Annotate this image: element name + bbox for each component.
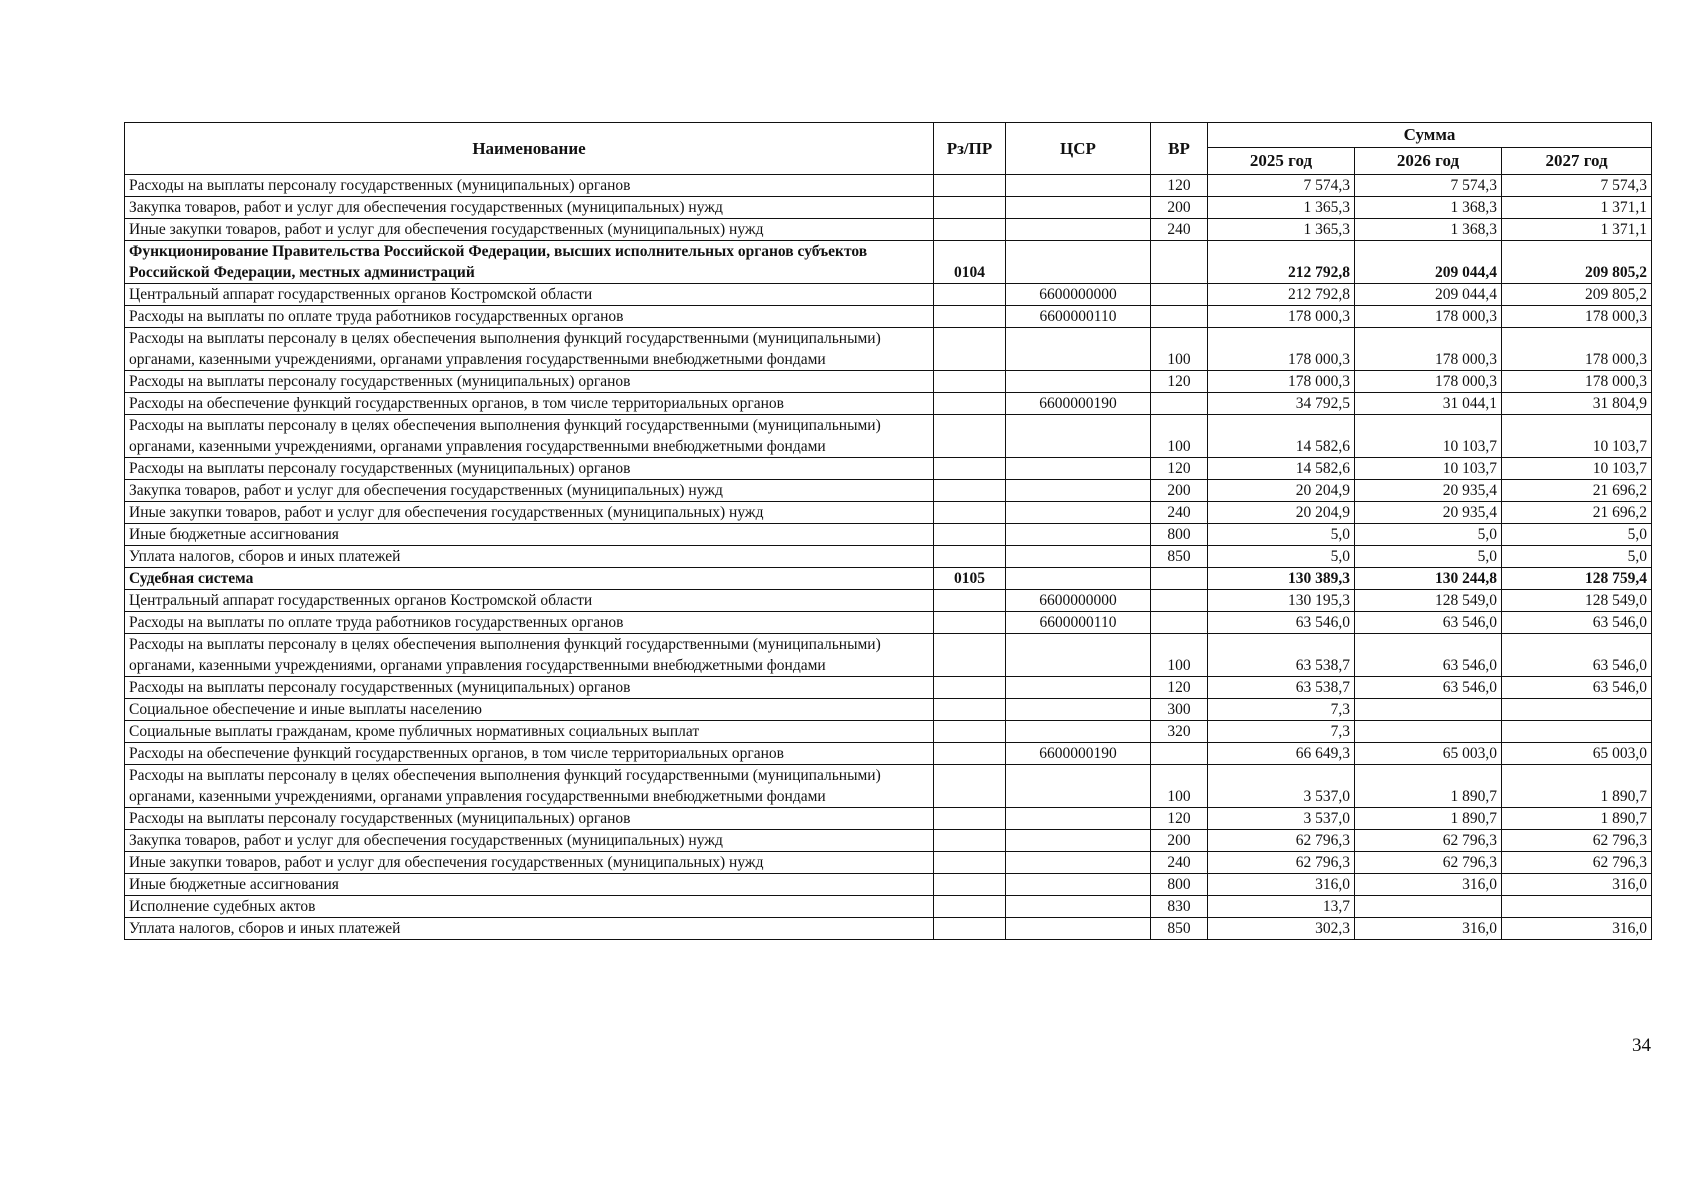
cell-name: Функционирование Правительства Российской Федерации, высших исполнительных органов субъектов Российской Федерации, местных администраций [125, 241, 934, 284]
cell-vr [1151, 612, 1208, 634]
cell-amount-2026: 7 574,3 [1355, 175, 1502, 197]
cell-name: Исполнение судебных актов [125, 896, 934, 918]
cell-csr [1006, 328, 1151, 371]
cell-vr: 120 [1151, 808, 1208, 830]
cell-amount-2025: 5,0 [1208, 546, 1355, 568]
cell-amount-2027: 178 000,3 [1502, 306, 1652, 328]
cell-csr [1006, 677, 1151, 699]
cell-rzpr [934, 765, 1006, 808]
header-sum: Сумма [1208, 123, 1652, 148]
table-row [125, 328, 1652, 371]
table-row [125, 415, 1652, 458]
cell-vr: 800 [1151, 874, 1208, 896]
cell-amount-2025: 14 582,6 [1208, 458, 1355, 480]
cell-rzpr: 0105 [934, 568, 1006, 590]
cell-amount-2025: 5,0 [1208, 524, 1355, 546]
cell-amount-2026: 178 000,3 [1355, 306, 1502, 328]
cell-rzpr [934, 219, 1006, 241]
cell-rzpr [934, 328, 1006, 371]
header-rzpr: Рз/ПР [934, 123, 1006, 175]
table-row [125, 634, 1652, 677]
cell-amount-2025: 66 649,3 [1208, 743, 1355, 765]
cell-csr [1006, 808, 1151, 830]
cell-amount-2026 [1355, 699, 1502, 721]
cell-name: Иные бюджетные ассигнования [125, 524, 934, 546]
cell-name: Центральный аппарат государственных органов Костромской области [125, 590, 934, 612]
cell-amount-2027: 63 546,0 [1502, 634, 1652, 677]
cell-rzpr [934, 612, 1006, 634]
cell-csr [1006, 546, 1151, 568]
cell-csr: 6600000000 [1006, 590, 1151, 612]
cell-amount-2027: 178 000,3 [1502, 328, 1652, 371]
cell-amount-2027: 316,0 [1502, 874, 1652, 896]
cell-amount-2025: 14 582,6 [1208, 415, 1355, 458]
page-number: 34 [1632, 1035, 1651, 1056]
cell-amount-2026: 209 044,4 [1355, 284, 1502, 306]
table-row [125, 284, 1652, 306]
cell-csr [1006, 634, 1151, 677]
cell-amount-2025: 130 389,3 [1208, 568, 1355, 590]
cell-vr: 100 [1151, 765, 1208, 808]
cell-amount-2027: 209 805,2 [1502, 284, 1652, 306]
cell-amount-2027: 62 796,3 [1502, 852, 1652, 874]
cell-amount-2027: 31 804,9 [1502, 393, 1652, 415]
table-row [125, 918, 1652, 940]
cell-name: Расходы на выплаты персоналу государственных (муниципальных) органов [125, 677, 934, 699]
cell-rzpr [934, 197, 1006, 219]
table-row [125, 524, 1652, 546]
cell-amount-2026: 10 103,7 [1355, 415, 1502, 458]
table-row [125, 371, 1652, 393]
table-row [125, 852, 1652, 874]
cell-amount-2025: 1 365,3 [1208, 197, 1355, 219]
cell-rzpr [934, 852, 1006, 874]
header-csr: ЦСР [1006, 123, 1151, 175]
cell-amount-2026: 1 368,3 [1355, 219, 1502, 241]
cell-rzpr [934, 306, 1006, 328]
cell-amount-2025: 3 537,0 [1208, 765, 1355, 808]
cell-vr [1151, 241, 1208, 284]
cell-vr: 300 [1151, 699, 1208, 721]
cell-amount-2026: 178 000,3 [1355, 328, 1502, 371]
cell-amount-2026: 1 890,7 [1355, 765, 1502, 808]
cell-rzpr [934, 175, 1006, 197]
cell-amount-2027: 62 796,3 [1502, 830, 1652, 852]
cell-csr [1006, 197, 1151, 219]
cell-csr [1006, 219, 1151, 241]
cell-amount-2027: 7 574,3 [1502, 175, 1652, 197]
cell-name: Расходы на выплаты персоналу государственных (муниципальных) органов [125, 371, 934, 393]
header-year-2027: 2027 год [1502, 147, 1652, 174]
cell-rzpr [934, 808, 1006, 830]
cell-csr: 6600000190 [1006, 393, 1151, 415]
cell-csr [1006, 874, 1151, 896]
cell-amount-2027 [1502, 699, 1652, 721]
cell-rzpr [934, 284, 1006, 306]
cell-vr [1151, 743, 1208, 765]
cell-amount-2026 [1355, 896, 1502, 918]
cell-csr [1006, 699, 1151, 721]
cell-amount-2027: 1 890,7 [1502, 808, 1652, 830]
cell-csr [1006, 458, 1151, 480]
cell-rzpr [934, 721, 1006, 743]
cell-csr: 6600000110 [1006, 612, 1151, 634]
cell-csr [1006, 371, 1151, 393]
cell-vr: 200 [1151, 830, 1208, 852]
table-body [125, 175, 1652, 940]
cell-amount-2026: 63 546,0 [1355, 612, 1502, 634]
cell-vr: 830 [1151, 896, 1208, 918]
cell-amount-2025: 62 796,3 [1208, 830, 1355, 852]
cell-rzpr [934, 677, 1006, 699]
cell-name: Расходы на выплаты персоналу в целях обеспечения выполнения функций государственными (муниципальными) органами, казенными учреждениями, органами управления государственными внебюджетными фондами [125, 634, 934, 677]
cell-amount-2025: 13,7 [1208, 896, 1355, 918]
cell-amount-2026: 65 003,0 [1355, 743, 1502, 765]
cell-amount-2026: 20 935,4 [1355, 502, 1502, 524]
cell-name: Уплата налогов, сборов и иных платежей [125, 546, 934, 568]
cell-vr: 200 [1151, 480, 1208, 502]
table-row [125, 546, 1652, 568]
cell-amount-2027: 128 759,4 [1502, 568, 1652, 590]
cell-amount-2026: 316,0 [1355, 918, 1502, 940]
cell-amount-2026: 62 796,3 [1355, 830, 1502, 852]
cell-vr: 120 [1151, 458, 1208, 480]
cell-vr: 800 [1151, 524, 1208, 546]
table-row [125, 458, 1652, 480]
cell-amount-2026: 130 244,8 [1355, 568, 1502, 590]
cell-csr [1006, 918, 1151, 940]
table-row [125, 874, 1652, 896]
cell-rzpr [934, 480, 1006, 502]
cell-rzpr: 0104 [934, 241, 1006, 284]
cell-name: Расходы на обеспечение функций государственных органов, в том числе территориальных органов [125, 743, 934, 765]
cell-name: Социальные выплаты гражданам, кроме публичных нормативных социальных выплат [125, 721, 934, 743]
cell-amount-2027: 1 890,7 [1502, 765, 1652, 808]
cell-vr: 100 [1151, 415, 1208, 458]
table-row [125, 306, 1652, 328]
cell-csr: 6600000110 [1006, 306, 1151, 328]
table-row [125, 502, 1652, 524]
cell-vr: 850 [1151, 546, 1208, 568]
cell-name: Расходы на выплаты персоналу в целях обеспечения выполнения функций государственными (муниципальными) органами, казенными учреждениями, органами управления государственными внебюджетными фондами [125, 415, 934, 458]
table-row [125, 721, 1652, 743]
cell-csr [1006, 502, 1151, 524]
table-row [125, 197, 1652, 219]
cell-amount-2025: 212 792,8 [1208, 241, 1355, 284]
cell-rzpr [934, 590, 1006, 612]
table-row [125, 808, 1652, 830]
cell-csr [1006, 765, 1151, 808]
cell-name: Центральный аппарат государственных органов Костромской области [125, 284, 934, 306]
cell-amount-2026: 31 044,1 [1355, 393, 1502, 415]
cell-amount-2025: 20 204,9 [1208, 480, 1355, 502]
cell-amount-2025: 7,3 [1208, 721, 1355, 743]
cell-name: Закупка товаров, работ и услуг для обеспечения государственных (муниципальных) нужд [125, 480, 934, 502]
cell-amount-2027: 1 371,1 [1502, 219, 1652, 241]
cell-amount-2025: 178 000,3 [1208, 306, 1355, 328]
cell-csr [1006, 241, 1151, 284]
cell-name: Расходы на выплаты персоналу государственных (муниципальных) органов [125, 458, 934, 480]
cell-amount-2026: 1 368,3 [1355, 197, 1502, 219]
cell-vr: 120 [1151, 371, 1208, 393]
cell-rzpr [934, 546, 1006, 568]
table-row [125, 480, 1652, 502]
cell-vr: 850 [1151, 918, 1208, 940]
cell-vr: 240 [1151, 219, 1208, 241]
cell-amount-2026: 1 890,7 [1355, 808, 1502, 830]
cell-amount-2027: 178 000,3 [1502, 371, 1652, 393]
cell-amount-2026: 178 000,3 [1355, 371, 1502, 393]
cell-amount-2025: 178 000,3 [1208, 371, 1355, 393]
cell-amount-2027: 21 696,2 [1502, 480, 1652, 502]
cell-amount-2025: 62 796,3 [1208, 852, 1355, 874]
table-row [125, 393, 1652, 415]
cell-amount-2027: 1 371,1 [1502, 197, 1652, 219]
cell-amount-2027: 65 003,0 [1502, 743, 1652, 765]
cell-csr [1006, 852, 1151, 874]
cell-name: Закупка товаров, работ и услуг для обеспечения государственных (муниципальных) нужд [125, 197, 934, 219]
cell-rzpr [934, 458, 1006, 480]
cell-vr: 240 [1151, 852, 1208, 874]
cell-rzpr [934, 699, 1006, 721]
cell-amount-2025: 3 537,0 [1208, 808, 1355, 830]
cell-amount-2027: 5,0 [1502, 524, 1652, 546]
cell-amount-2026: 209 044,4 [1355, 241, 1502, 284]
table-row [125, 590, 1652, 612]
table-row [125, 896, 1652, 918]
cell-name: Уплата налогов, сборов и иных платежей [125, 918, 934, 940]
cell-csr [1006, 480, 1151, 502]
header-vr: ВР [1151, 123, 1208, 175]
table-row [125, 677, 1652, 699]
cell-name: Иные закупки товаров, работ и услуг для обеспечения государственных (муниципальных) нужд [125, 219, 934, 241]
cell-amount-2027: 209 805,2 [1502, 241, 1652, 284]
cell-vr: 120 [1151, 677, 1208, 699]
cell-rzpr [934, 634, 1006, 677]
cell-amount-2026: 5,0 [1355, 524, 1502, 546]
cell-amount-2027: 63 546,0 [1502, 677, 1652, 699]
cell-name: Расходы на выплаты персоналу государственных (муниципальных) органов [125, 808, 934, 830]
cell-amount-2027: 10 103,7 [1502, 458, 1652, 480]
header-year-2026: 2026 год [1355, 147, 1502, 174]
cell-vr [1151, 590, 1208, 612]
table-row [125, 699, 1652, 721]
cell-csr [1006, 830, 1151, 852]
cell-rzpr [934, 524, 1006, 546]
cell-amount-2025: 130 195,3 [1208, 590, 1355, 612]
cell-csr [1006, 896, 1151, 918]
cell-amount-2025: 212 792,8 [1208, 284, 1355, 306]
cell-name: Иные бюджетные ассигнования [125, 874, 934, 896]
cell-amount-2025: 7,3 [1208, 699, 1355, 721]
cell-amount-2027: 63 546,0 [1502, 612, 1652, 634]
cell-csr [1006, 721, 1151, 743]
header-name: Наименование [125, 123, 934, 175]
cell-rzpr [934, 830, 1006, 852]
cell-amount-2026 [1355, 721, 1502, 743]
cell-csr [1006, 568, 1151, 590]
cell-rzpr [934, 918, 1006, 940]
cell-amount-2025: 63 538,7 [1208, 677, 1355, 699]
cell-amount-2025: 1 365,3 [1208, 219, 1355, 241]
cell-amount-2025: 63 538,7 [1208, 634, 1355, 677]
cell-vr: 100 [1151, 328, 1208, 371]
cell-csr [1006, 415, 1151, 458]
cell-rzpr [934, 874, 1006, 896]
cell-csr: 6600000190 [1006, 743, 1151, 765]
cell-amount-2025: 7 574,3 [1208, 175, 1355, 197]
table-row [125, 568, 1652, 590]
cell-rzpr [934, 371, 1006, 393]
cell-amount-2027: 5,0 [1502, 546, 1652, 568]
cell-csr [1006, 175, 1151, 197]
cell-amount-2027 [1502, 896, 1652, 918]
cell-name: Судебная система [125, 568, 934, 590]
cell-rzpr [934, 743, 1006, 765]
cell-rzpr [934, 896, 1006, 918]
cell-amount-2027: 10 103,7 [1502, 415, 1652, 458]
table-row [125, 612, 1652, 634]
cell-name: Иные закупки товаров, работ и услуг для обеспечения государственных (муниципальных) нужд [125, 852, 934, 874]
cell-amount-2026: 316,0 [1355, 874, 1502, 896]
table-row [125, 830, 1652, 852]
cell-vr: 100 [1151, 634, 1208, 677]
cell-amount-2025: 63 546,0 [1208, 612, 1355, 634]
cell-vr: 120 [1151, 175, 1208, 197]
cell-vr: 200 [1151, 197, 1208, 219]
cell-name: Расходы на выплаты по оплате труда работников государственных органов [125, 612, 934, 634]
cell-name: Расходы на выплаты персоналу в целях обеспечения выполнения функций государственными (муниципальными) органами, казенными учреждениями, органами управления государственными внебюджетными фондами [125, 328, 934, 371]
table-header [125, 123, 1652, 175]
cell-amount-2026: 10 103,7 [1355, 458, 1502, 480]
cell-rzpr [934, 502, 1006, 524]
cell-amount-2027: 128 549,0 [1502, 590, 1652, 612]
cell-csr: 6600000000 [1006, 284, 1151, 306]
cell-name: Иные закупки товаров, работ и услуг для обеспечения государственных (муниципальных) нужд [125, 502, 934, 524]
header-year-2025: 2025 год [1208, 147, 1355, 174]
cell-amount-2025: 178 000,3 [1208, 328, 1355, 371]
cell-amount-2025: 302,3 [1208, 918, 1355, 940]
cell-name: Закупка товаров, работ и услуг для обеспечения государственных (муниципальных) нужд [125, 830, 934, 852]
table-row [125, 241, 1652, 284]
cell-name: Расходы на выплаты персоналу в целях обеспечения выполнения функций государственными (муниципальными) органами, казенными учреждениями, органами управления государственными внебюджетными фондами [125, 765, 934, 808]
cell-rzpr [934, 393, 1006, 415]
cell-amount-2027: 316,0 [1502, 918, 1652, 940]
cell-amount-2026: 62 796,3 [1355, 852, 1502, 874]
cell-amount-2026: 5,0 [1355, 546, 1502, 568]
cell-vr: 320 [1151, 721, 1208, 743]
cell-amount-2027 [1502, 721, 1652, 743]
cell-csr [1006, 524, 1151, 546]
cell-vr [1151, 568, 1208, 590]
cell-amount-2025: 34 792,5 [1208, 393, 1355, 415]
cell-amount-2026: 20 935,4 [1355, 480, 1502, 502]
cell-name: Социальное обеспечение и иные выплаты населению [125, 699, 934, 721]
table-row [125, 175, 1652, 197]
cell-rzpr [934, 415, 1006, 458]
cell-name: Расходы на обеспечение функций государственных органов, в том числе территориальных органов [125, 393, 934, 415]
cell-vr [1151, 306, 1208, 328]
cell-amount-2026: 128 549,0 [1355, 590, 1502, 612]
cell-name: Расходы на выплаты персоналу государственных (муниципальных) органов [125, 175, 934, 197]
table-row [125, 765, 1652, 808]
cell-amount-2026: 63 546,0 [1355, 677, 1502, 699]
cell-amount-2025: 20 204,9 [1208, 502, 1355, 524]
cell-vr [1151, 393, 1208, 415]
cell-vr: 240 [1151, 502, 1208, 524]
cell-amount-2026: 63 546,0 [1355, 634, 1502, 677]
table-row [125, 219, 1652, 241]
table-row [125, 743, 1652, 765]
cell-amount-2025: 316,0 [1208, 874, 1355, 896]
cell-vr [1151, 284, 1208, 306]
cell-amount-2027: 21 696,2 [1502, 502, 1652, 524]
budget-table [124, 122, 1652, 940]
cell-name: Расходы на выплаты по оплате труда работников государственных органов [125, 306, 934, 328]
